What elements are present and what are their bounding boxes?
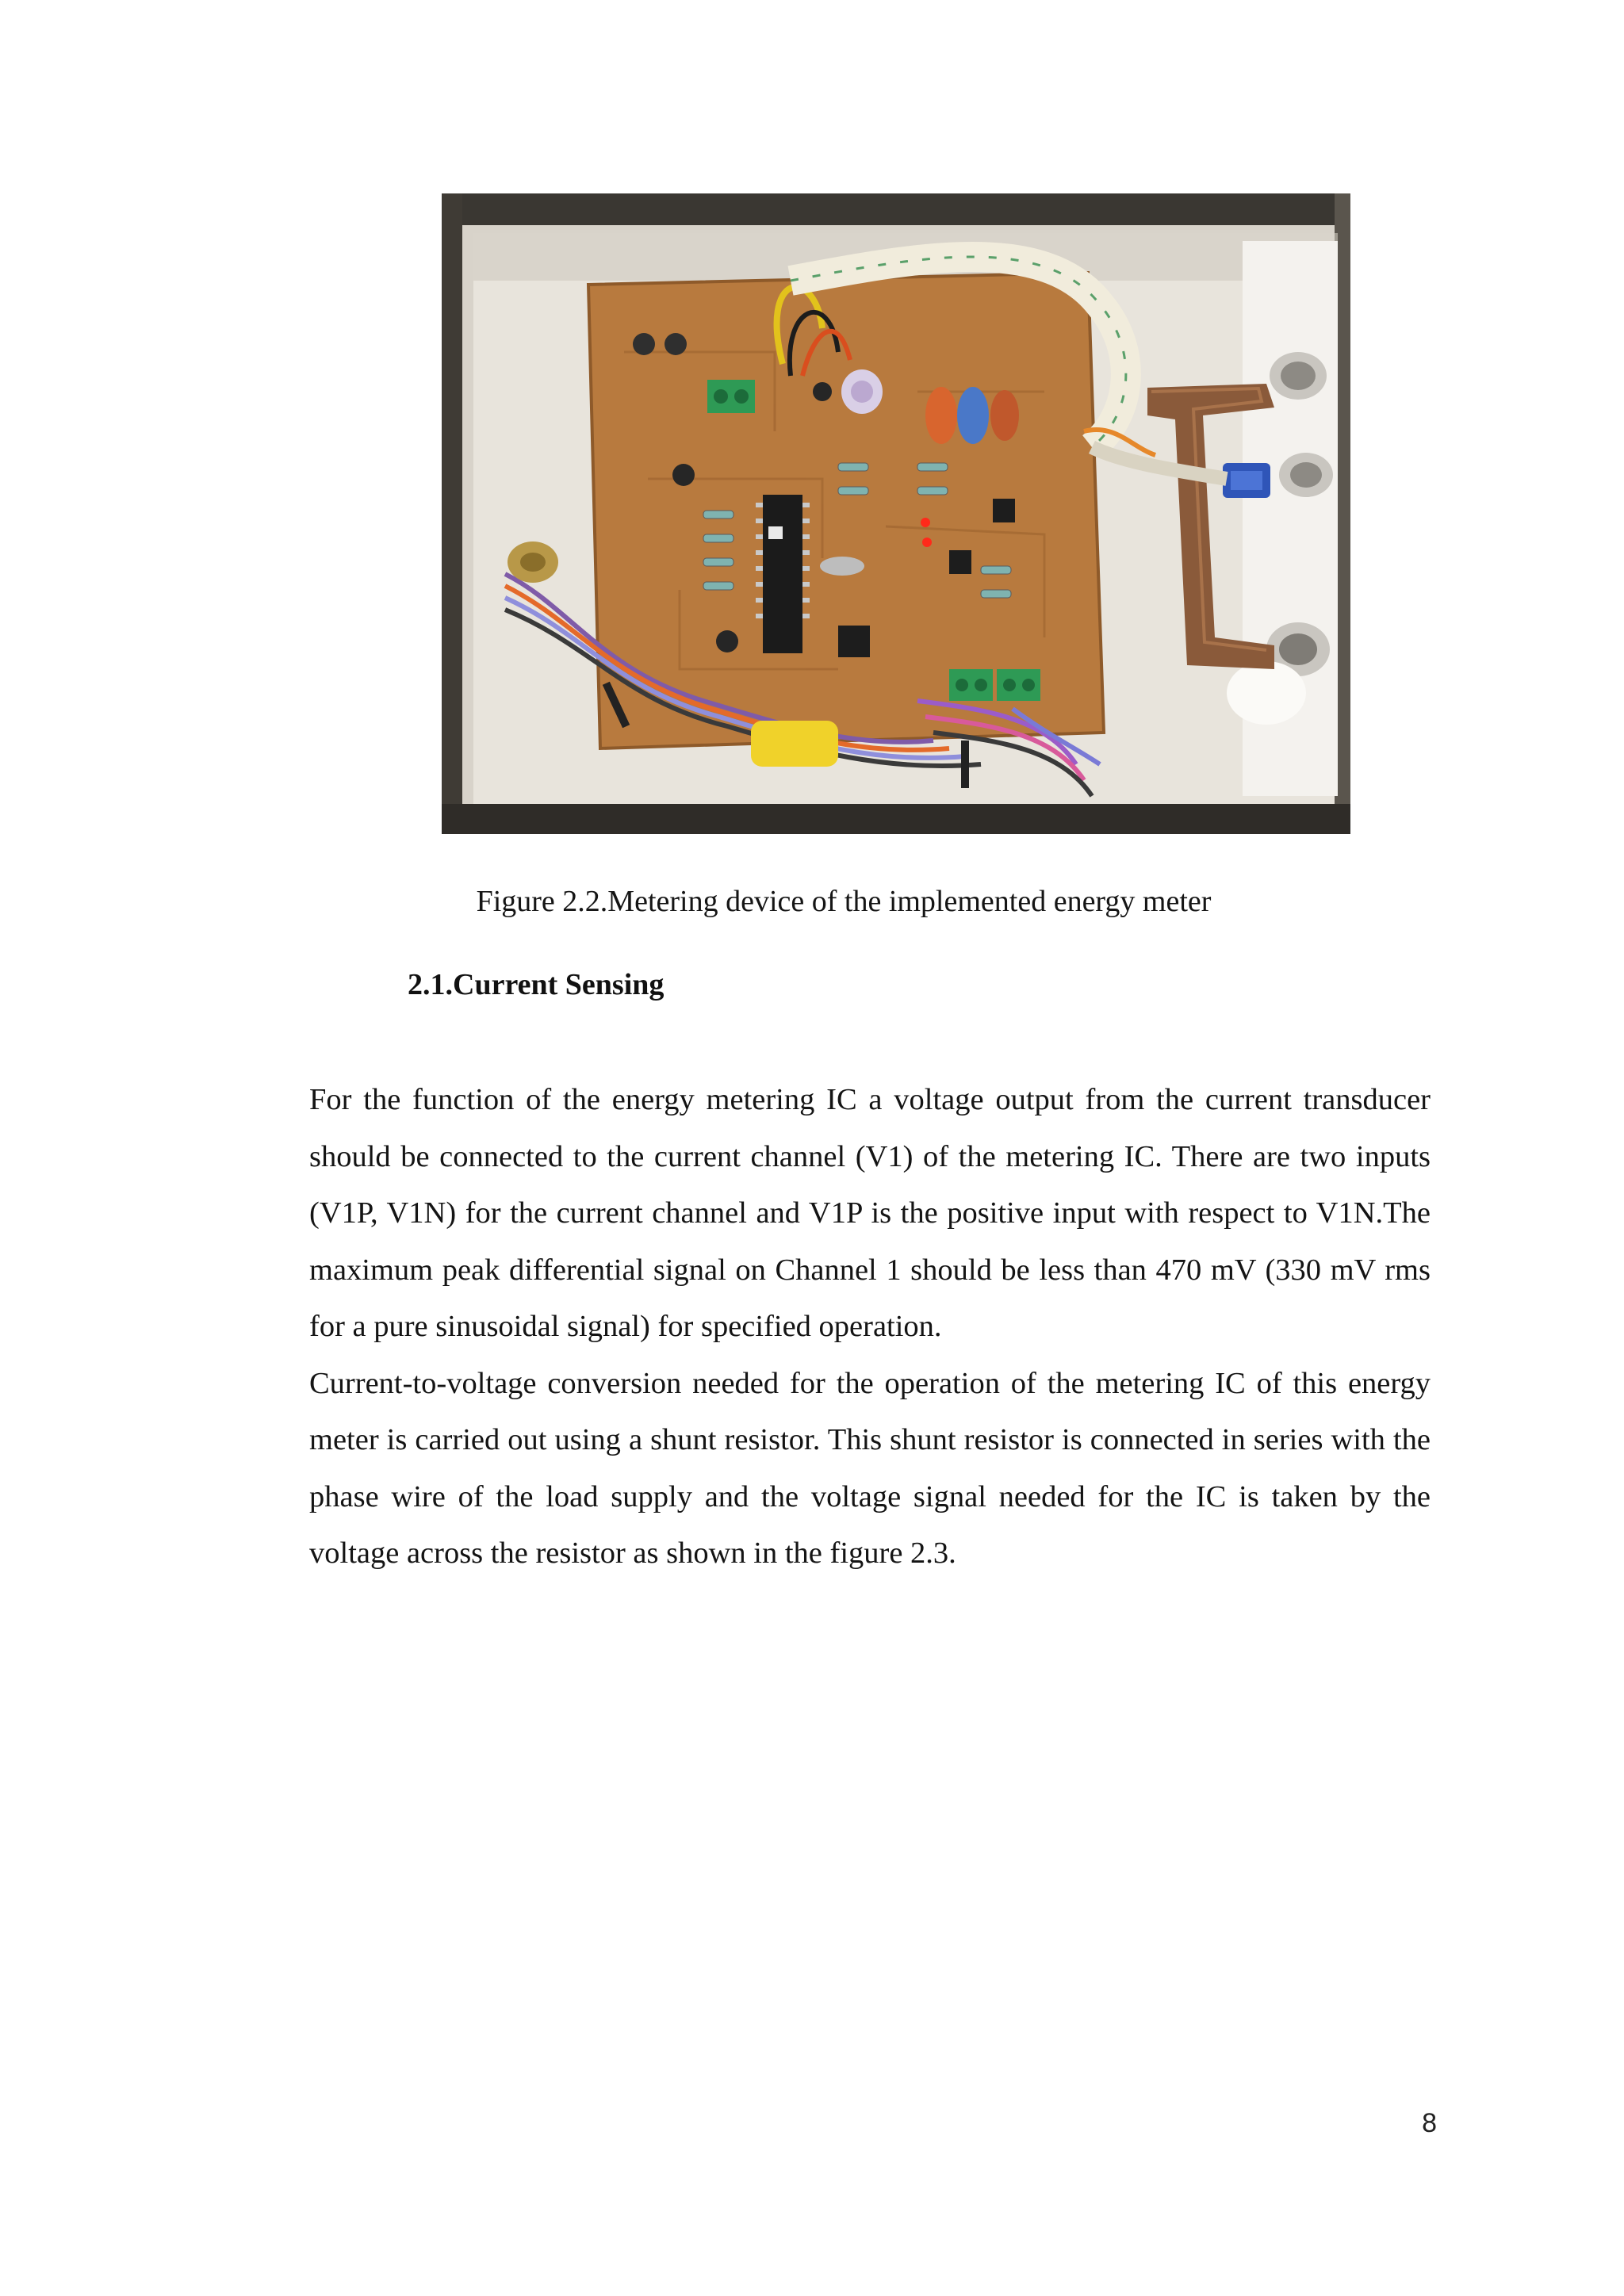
- section-body: [309, 1072, 1431, 1582]
- section-heading: 2.1.Current Sensing: [408, 968, 665, 1001]
- metering-device-illustration: [442, 193, 1350, 834]
- body-paragraph: For the function of the energy metering IC a voltage output from the current transducer should be connected to the current channel (V1) of the metering IC. There are two inputs (V1P, V1N) for the current channel and V1P is the positive input with respect to V1N.The maximum peak differential signal on Channel 1 should be less than 470 mV (330 mV rms for a pure sinusoidal signal) for specified operation.: [309, 1083, 1431, 1343]
- body-paragraph: Current-to-voltage conversion needed for the operation of the metering IC of this energy meter is carried out using a shunt resistor. This shunt resistor is connected in series with the phase wire of the load supply and the voltage signal needed for the IC is taken by the voltage across the resistor as shown in the figure 2.3.: [309, 1366, 1431, 1570]
- figure-photo-metering-device: [442, 193, 1350, 834]
- page-number: 8: [1422, 2108, 1437, 2138]
- figure-caption: Figure 2.2.Metering device of the implemented energy meter: [476, 885, 1212, 918]
